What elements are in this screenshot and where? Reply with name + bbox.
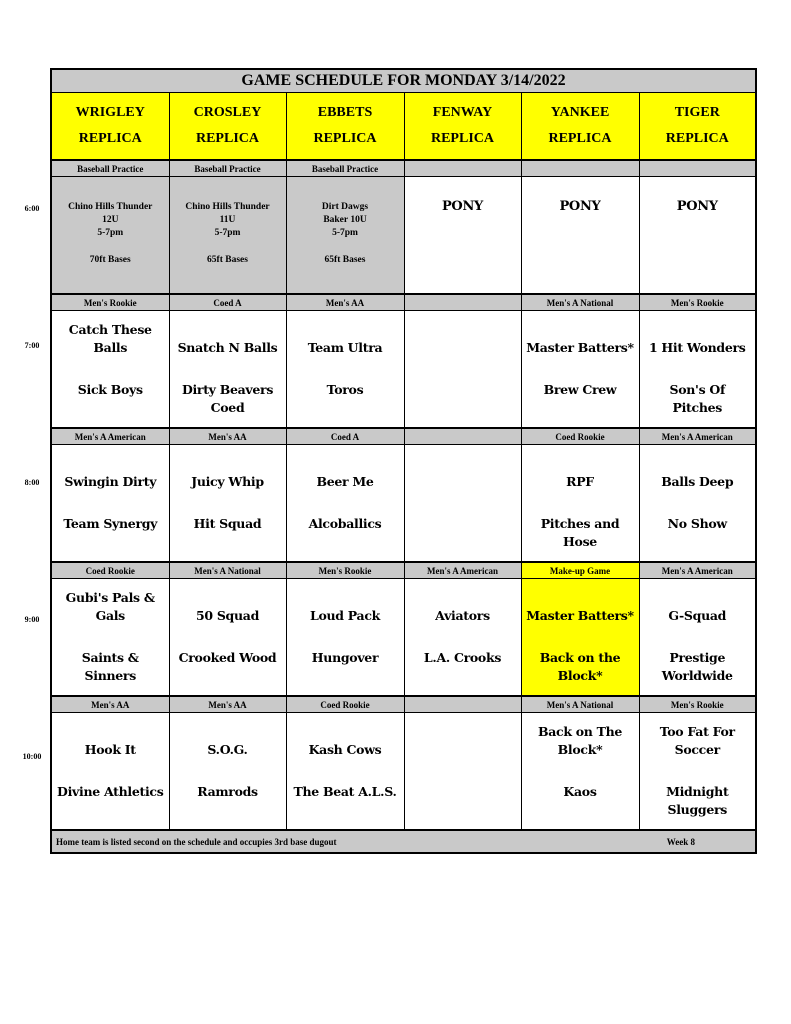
division-row [51,428,756,445]
field-reservation: PONY [441,199,484,214]
field-sub: REPLICA [548,131,612,146]
game-cell [404,311,521,429]
footer-content [52,837,755,847]
matchup [52,579,169,695]
home-team: Prestige Worldwide [661,650,733,683]
game-cell [286,311,404,429]
division-label: Coed Rookie [51,562,169,579]
game-cell [169,311,286,429]
away-team: Gubi's Pals & Gals [65,590,155,623]
practice-bases: 65ft Bases [207,255,248,265]
game-cell [51,445,169,563]
practice-block [170,177,286,293]
matchup [405,579,521,695]
game-row [51,579,756,697]
field-name: WRIGLEY [75,105,145,120]
home-team: Hungover [311,650,379,665]
field-sub: REPLICA [665,131,729,146]
field-sub: REPLICA [430,131,494,146]
practice-team: Dirt Dawgs [321,202,369,212]
division-label: Make-up Game [521,562,639,579]
home-team: No Show [667,516,727,531]
division-label: Men's Rookie [51,294,169,311]
game-cell [404,713,521,831]
division-label: Men's A National [521,696,639,713]
matchup [522,311,639,427]
division-label: Men's AA [169,696,286,713]
division-label [404,160,521,177]
practice-team-age: 11U [219,215,236,225]
field-sub: REPLICA [195,131,259,146]
game-cell [51,177,169,295]
division-label [521,160,639,177]
home-team: L.A. Crooks [423,650,502,665]
field-header-crosley [169,93,286,161]
home-team: Saints & Sinners [81,650,139,683]
field-header-ebbets [286,93,404,161]
game-cell [169,579,286,697]
matchup [640,713,756,829]
matchup [640,311,756,427]
schedule-title: GAME SCHEDULE FOR MONDAY 3/14/2022 [51,69,756,93]
away-team: Team Ultra [307,340,383,355]
away-team: Beer Me [316,474,374,489]
division-row [51,160,756,177]
practice-team-age: 12U [102,215,119,225]
field-header-fenway [404,93,521,161]
field-name: CROSLEY [193,105,262,120]
game-cell [404,579,521,697]
home-team: Son's Of Pitches [669,382,726,415]
division-label: Men's AA [51,696,169,713]
time-label: 7:00 [24,341,40,350]
division-label: Coed A [169,294,286,311]
game-cell [521,713,639,831]
away-team: Aviators [435,608,490,623]
division-label: Men's Rookie [639,294,756,311]
game-cell [51,311,169,429]
game-cell [286,445,404,563]
division-label: Men's A National [521,294,639,311]
away-team: Swingin Dirty [64,474,157,489]
field-name: TIGER [674,105,720,120]
field-name: EBBETS [317,105,373,120]
schedule-table [50,68,757,854]
game-cell [286,579,404,697]
division-label: Men's A American [639,428,756,445]
footer-row [51,830,756,853]
home-team: Alcoballics [308,516,382,531]
field-header-tiger [639,93,756,161]
away-team: Juicy Whip [191,474,264,489]
practice-bases: 70ft Bases [89,255,131,265]
field-name: YANKEE [550,105,610,120]
matchup [287,713,404,829]
division-label: Men's Rookie [639,696,756,713]
away-team: Too Fat For Soccer [659,724,735,757]
away-team: Kash Cows [308,742,382,757]
practice-hours: 5-7pm [214,228,241,238]
field-sub: REPLICA [313,131,377,146]
field-reservation: PONY [559,199,601,214]
matchup [640,445,756,561]
division-label: Coed A [286,428,404,445]
game-cell [639,445,756,563]
away-team: 50 Squad [195,608,260,623]
division-label: Coed Rookie [286,696,404,713]
home-team: Sick Boys [77,382,143,397]
matchup [170,713,286,829]
division-label: Men's A American [404,562,521,579]
practice-team: Chino Hills Thunder [185,202,270,212]
matchup [522,445,639,561]
game-cell [286,177,404,295]
division-label: Baseball Practice [51,160,169,177]
home-team: Crooked Wood [178,650,277,665]
division-row [51,696,756,713]
home-team: Hit Squad [193,516,262,531]
game-cell [639,579,756,697]
matchup [170,579,286,695]
game-cell [404,177,521,295]
division-label: Men's A American [639,562,756,579]
practice-bases: 65ft Bases [324,255,366,265]
time-label: 8:00 [24,478,40,487]
home-team: Toros [326,382,364,397]
game-cell [521,579,639,697]
field-header-wrigley [51,93,169,161]
game-row [51,445,756,563]
game-cell [521,445,639,563]
field-name: FENWAY [432,105,493,120]
game-cell [639,177,756,295]
away-team: Snatch N Balls [177,340,278,355]
home-team: Back on the Block* [539,650,621,683]
practice-team: Chino Hills Thunder [68,202,153,212]
time-label: 9:00 [24,615,40,624]
matchup [170,445,286,561]
game-cell [404,445,521,563]
matchup [52,445,169,561]
practice-hours: 5-7pm [332,228,358,238]
division-label: Coed Rookie [521,428,639,445]
away-team: Master Batters* [526,608,634,623]
division-label [404,428,521,445]
matchup [522,579,639,695]
footer-note: Home team is listed second on the schedule and occupies 3rd base dugout [56,836,337,847]
division-label: Men's A American [51,428,169,445]
game-cell [521,177,639,295]
away-team: RPF [566,474,594,489]
away-team: Balls Deep [661,474,734,489]
footer-cell [51,830,756,853]
away-team: Back on The Block* [537,724,623,757]
field-reservation: PONY [676,199,718,214]
division-label [404,294,521,311]
matchup [170,311,286,427]
home-team: Dirty Beavers Coed [181,382,274,415]
time-label: 6:00 [24,204,40,213]
game-cell [169,713,286,831]
away-team: 1 Hit Wonders [648,340,746,355]
division-row [51,562,756,579]
practice-team-age: Baker 10U [323,215,367,225]
matchup [287,311,404,427]
home-team: Team Synergy [63,516,158,531]
field-sub: REPLICA [78,131,142,146]
division-label: Men's AA [169,428,286,445]
game-cell [286,713,404,831]
game-cell [639,713,756,831]
game-cell [51,713,169,831]
practice-block [287,177,404,293]
field-header-yankee [521,93,639,161]
division-label [639,160,756,177]
game-cell [169,177,286,295]
away-team: Hook It [84,742,136,757]
practice-block [52,177,169,293]
matchup [640,579,756,695]
away-team: Loud Pack [309,608,381,623]
away-team: G-Squad [668,608,727,623]
home-team: Midnight Sluggers [666,784,729,817]
game-row [51,311,756,429]
game-cell [51,579,169,697]
time-label: 10:00 [22,752,42,761]
home-team: Pitches and Hose [540,516,620,549]
game-cell [521,311,639,429]
division-label: Men's A National [169,562,286,579]
matchup [287,579,404,695]
home-team: Ramrods [197,784,258,799]
division-label: Men's AA [286,294,404,311]
practice-hours: 5-7pm [97,228,124,238]
division-label: Men's Rookie [286,562,404,579]
field-header-row [51,93,756,161]
home-team: The Beat A.L.S. [293,784,397,799]
division-row [51,294,756,311]
home-team: Brew Crew [543,382,617,397]
matchup [52,713,169,829]
away-team: Master Batters* [526,340,634,355]
matchup [522,713,639,829]
matchup [287,445,404,561]
game-row [51,177,756,295]
away-team: S.O.G. [207,742,248,757]
week-label: Week 8 [666,836,696,847]
game-row [51,713,756,831]
division-label: Baseball Practice [286,160,404,177]
matchup [52,311,169,427]
home-team: Divine Athletics [57,784,164,799]
division-label: Baseball Practice [169,160,286,177]
game-cell [169,445,286,563]
home-team: Kaos [563,784,597,799]
division-label [404,696,521,713]
game-cell [639,311,756,429]
away-team: Catch These Balls [68,322,152,355]
